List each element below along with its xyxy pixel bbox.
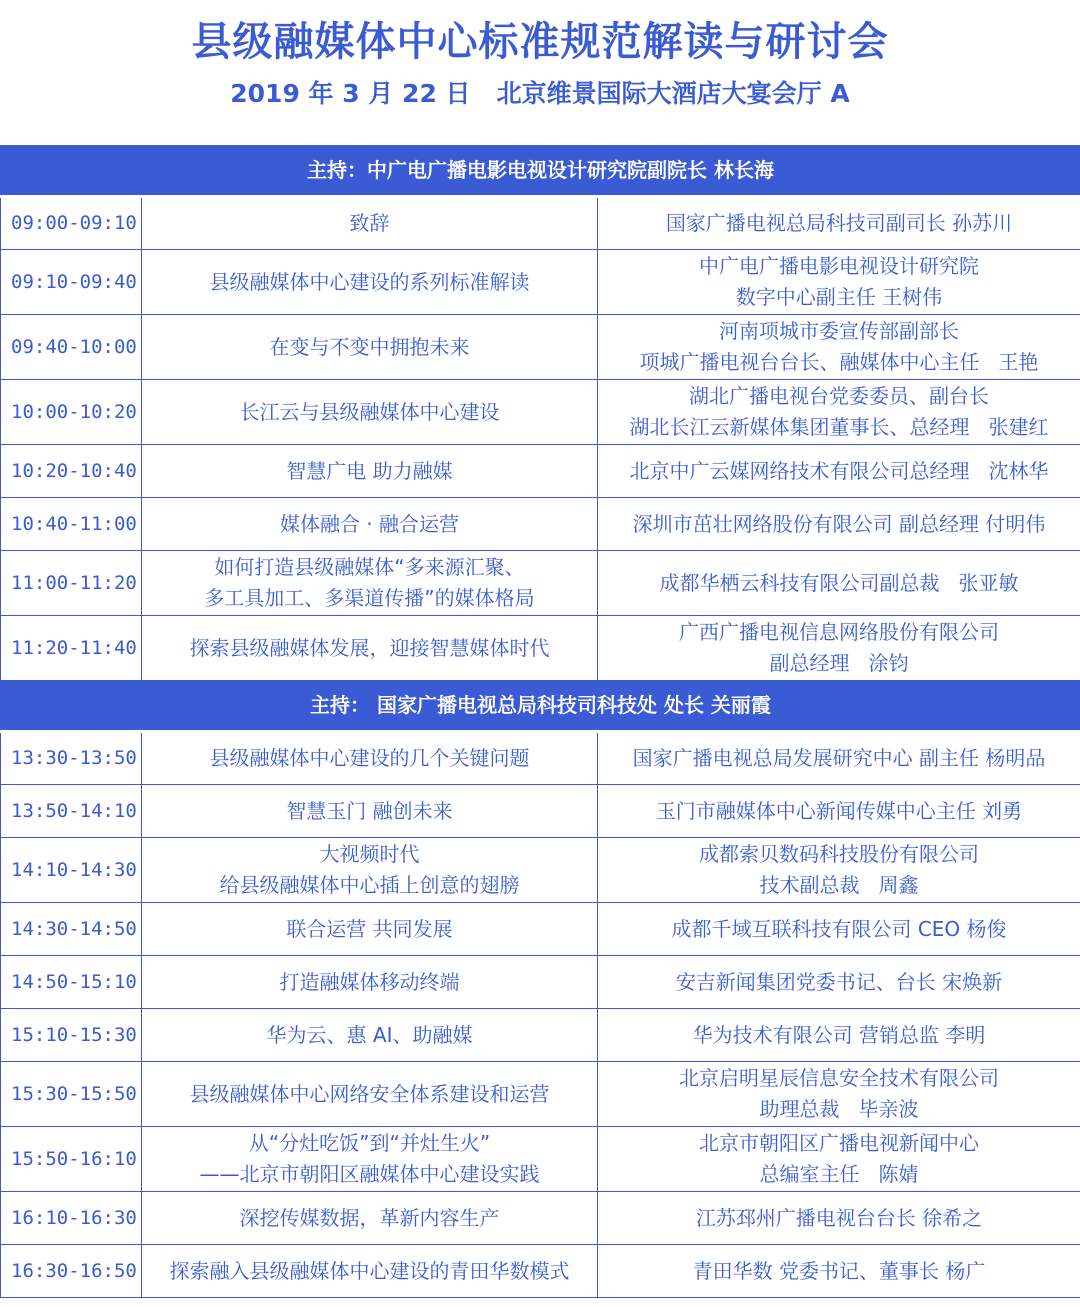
topic-cell — [142, 1009, 598, 1062]
speaker-cell — [598, 732, 1080, 785]
time-slot: 09:10-09:40 — [1, 250, 142, 315]
speaker-cell — [598, 551, 1080, 616]
speaker-line: 安吉新闻集团党委书记、台长 宋焕新 — [675, 969, 1003, 994]
speaker-cell — [598, 445, 1080, 498]
speaker-line: 深圳市茁壮网络股份有限公司 副总经理 付明伟 — [632, 511, 1046, 536]
speaker-line: 国家广播电视总局发展研究中心 副主任 杨明品 — [632, 746, 1046, 770]
topic-line: 如何打造县级融媒体“多来源汇聚、 — [214, 555, 525, 579]
topic-line: 长江云与县级融媒体中心建设 — [239, 399, 500, 424]
time-slot: 09:40-10:00 — [1, 315, 142, 380]
topic-line: 联合运营 共同发展 — [286, 916, 453, 941]
speaker-line: 北京启明星辰信息安全技术有限公司 — [679, 1066, 999, 1090]
time-slot: 13:30-13:50 — [1, 732, 142, 785]
session-host: 主持：中广电广播电影电视设计研究院副院长 林长海 — [1, 146, 1080, 197]
topic-line: 给县级融媒体中心插上创意的翅膀 — [219, 873, 520, 897]
schedule-row — [1, 903, 1080, 956]
topic-cell — [142, 445, 598, 498]
speaker-cell — [598, 785, 1080, 838]
topic-cell — [142, 785, 598, 838]
time-slot: 16:10-16:30 — [1, 1192, 142, 1245]
topic-line: 县级融媒体中心建设的几个关键问题 — [209, 746, 530, 770]
speaker-line: 广西广播电视信息网络股份有限公司 — [679, 620, 999, 644]
topic-line: 在变与不变中拥抱未来 — [269, 334, 470, 359]
topic-line: 打造融媒体移动终端 — [279, 969, 460, 994]
time-slot: 14:30-14:50 — [1, 903, 142, 956]
speaker-cell — [598, 956, 1080, 1009]
topic-line: ——北京市朝阳区融媒体中心建设实践 — [199, 1162, 540, 1186]
speaker-cell — [598, 1062, 1080, 1127]
speaker-cell — [598, 315, 1080, 380]
topic-cell — [142, 1127, 598, 1192]
speaker-line: 成都索贝数码科技股份有限公司 — [699, 842, 979, 866]
speaker-line: 湖北广播电视台党委委员、副台长 — [689, 384, 989, 408]
topic-line: 华为云、惠 AI、助融媒 — [266, 1022, 473, 1047]
schedule-row — [1, 732, 1080, 785]
event-date-venue: 2019 年 3 月 22 日 北京维景国际大酒店大宴会厅 A — [230, 79, 850, 108]
topic-cell — [142, 838, 598, 903]
speaker-line: 副总经理 涂钧 — [769, 651, 909, 675]
topic-cell — [142, 616, 598, 681]
schedule-row — [1, 1009, 1080, 1062]
topic-line: 致辞 — [349, 211, 390, 235]
speaker-cell — [598, 250, 1080, 315]
time-slot: 16:30-16:50 — [1, 1245, 142, 1298]
schedule-row — [1, 551, 1080, 616]
speaker-cell — [598, 903, 1080, 956]
session-host: 主持： 国家广播电视总局科技司科技处 处长 关丽霞 — [1, 681, 1080, 732]
schedule-row — [1, 956, 1080, 1009]
schedule-row — [1, 315, 1080, 380]
speaker-line: 北京中广云媒网络技术有限公司总经理 沈林华 — [629, 458, 1049, 483]
speaker-line: 项城广播电视台台长、融媒体中心主任 王艳 — [639, 350, 1039, 374]
schedule-row — [1, 838, 1080, 903]
speaker-line: 国家广播电视总局科技司副司长 孙苏川 — [665, 211, 1013, 235]
speaker-cell — [598, 1127, 1080, 1192]
speaker-cell — [598, 380, 1080, 445]
schedule-row — [1, 197, 1080, 250]
host-row — [1, 681, 1080, 732]
topic-cell — [142, 1245, 598, 1298]
speaker-line: 成都华栖云科技有限公司副总裁 张亚敏 — [659, 570, 1019, 595]
topic-line: 智慧广电 助力融媒 — [286, 458, 453, 483]
speaker-line: 成都千域互联科技有限公司 CEO 杨俊 — [671, 916, 1007, 941]
speaker-line: 北京市朝阳区广播电视新闻中心 — [699, 1131, 979, 1155]
topic-line: 县级融媒体中心网络安全体系建设和运营 — [189, 1081, 550, 1106]
speaker-cell — [598, 838, 1080, 903]
speaker-cell — [598, 1009, 1080, 1062]
topic-cell — [142, 732, 598, 785]
topic-line: 探索融入县级融媒体中心建设的青田华数模式 — [169, 1258, 570, 1283]
topic-line: 探索县级融媒体发展，迎接智慧媒体时代 — [189, 635, 550, 660]
schedule-row — [1, 1127, 1080, 1192]
schedule-row — [1, 445, 1080, 498]
speaker-line: 数字中心副主任 王树伟 — [735, 285, 943, 309]
time-slot: 15:50-16:10 — [1, 1127, 142, 1192]
speaker-cell — [598, 197, 1080, 250]
speaker-line: 助理总裁 毕亲波 — [759, 1097, 919, 1121]
schedule-row — [1, 250, 1080, 315]
topic-cell — [142, 903, 598, 956]
schedule-row — [1, 1192, 1080, 1245]
time-slot: 11:00-11:20 — [1, 551, 142, 616]
time-slot: 14:10-14:30 — [1, 838, 142, 903]
speaker-line: 湖北长江云新媒体集团董事长、总经理 张建红 — [629, 415, 1049, 439]
time-slot: 15:30-15:50 — [1, 1062, 142, 1127]
topic-cell — [142, 197, 598, 250]
schedule-row — [1, 616, 1080, 681]
topic-line: 多工具加工、多渠道传播”的媒体格局 — [204, 586, 535, 610]
topic-cell — [142, 250, 598, 315]
topic-cell — [142, 956, 598, 1009]
schedule-table — [0, 145, 1080, 1298]
time-slot: 10:40-11:00 — [1, 498, 142, 551]
schedule-row — [1, 785, 1080, 838]
speaker-line: 江苏邳州广播电视台台长 徐希之 — [695, 1205, 983, 1230]
time-slot: 15:10-15:30 — [1, 1009, 142, 1062]
topic-line: 大视频时代 — [319, 842, 420, 866]
time-slot: 14:50-15:10 — [1, 956, 142, 1009]
schedule-row — [1, 1245, 1080, 1298]
speaker-line: 技术副总裁 周鑫 — [759, 873, 919, 897]
topic-cell — [142, 315, 598, 380]
topic-cell — [142, 380, 598, 445]
topic-line: 媒体融合 · 融合运营 — [279, 511, 460, 536]
topic-line: 深挖传媒数据，革新内容生产 — [239, 1205, 500, 1230]
schedule-row — [1, 498, 1080, 551]
speaker-line: 华为技术有限公司 营销总监 李明 — [692, 1022, 986, 1047]
time-slot: 10:00-10:20 — [1, 380, 142, 445]
topic-line: 县级融媒体中心建设的系列标准解读 — [209, 269, 530, 294]
speaker-cell — [598, 1245, 1080, 1298]
speaker-line: 青田华数 党委书记、董事长 杨广 — [692, 1258, 986, 1283]
topic-line: 从“分灶吃饭”到“并灶生火” — [248, 1131, 491, 1155]
speaker-line: 中广电广播电影电视设计研究院 — [699, 254, 979, 278]
speaker-line: 总编室主任 陈婧 — [759, 1162, 919, 1186]
host-row — [1, 146, 1080, 197]
topic-cell — [142, 1192, 598, 1245]
schedule-row — [1, 1062, 1080, 1127]
page-title: 县级融媒体中心标准规范解读与研讨会 — [191, 19, 889, 65]
schedule-row — [1, 380, 1080, 445]
time-slot: 13:50-14:10 — [1, 785, 142, 838]
topic-cell — [142, 1062, 598, 1127]
speaker-cell — [598, 616, 1080, 681]
time-slot: 11:20-11:40 — [1, 616, 142, 681]
time-slot: 09:00-09:10 — [1, 197, 142, 250]
speaker-line: 河南项城市委宣传部副部长 — [719, 319, 959, 343]
topic-line: 智慧玉门 融创未来 — [286, 798, 453, 823]
speaker-line: 玉门市融媒体中心新闻传媒中心主任 刘勇 — [655, 798, 1023, 823]
topic-cell — [142, 551, 598, 616]
time-slot: 10:20-10:40 — [1, 445, 142, 498]
speaker-cell — [598, 1192, 1080, 1245]
speaker-cell — [598, 498, 1080, 551]
topic-cell — [142, 498, 598, 551]
